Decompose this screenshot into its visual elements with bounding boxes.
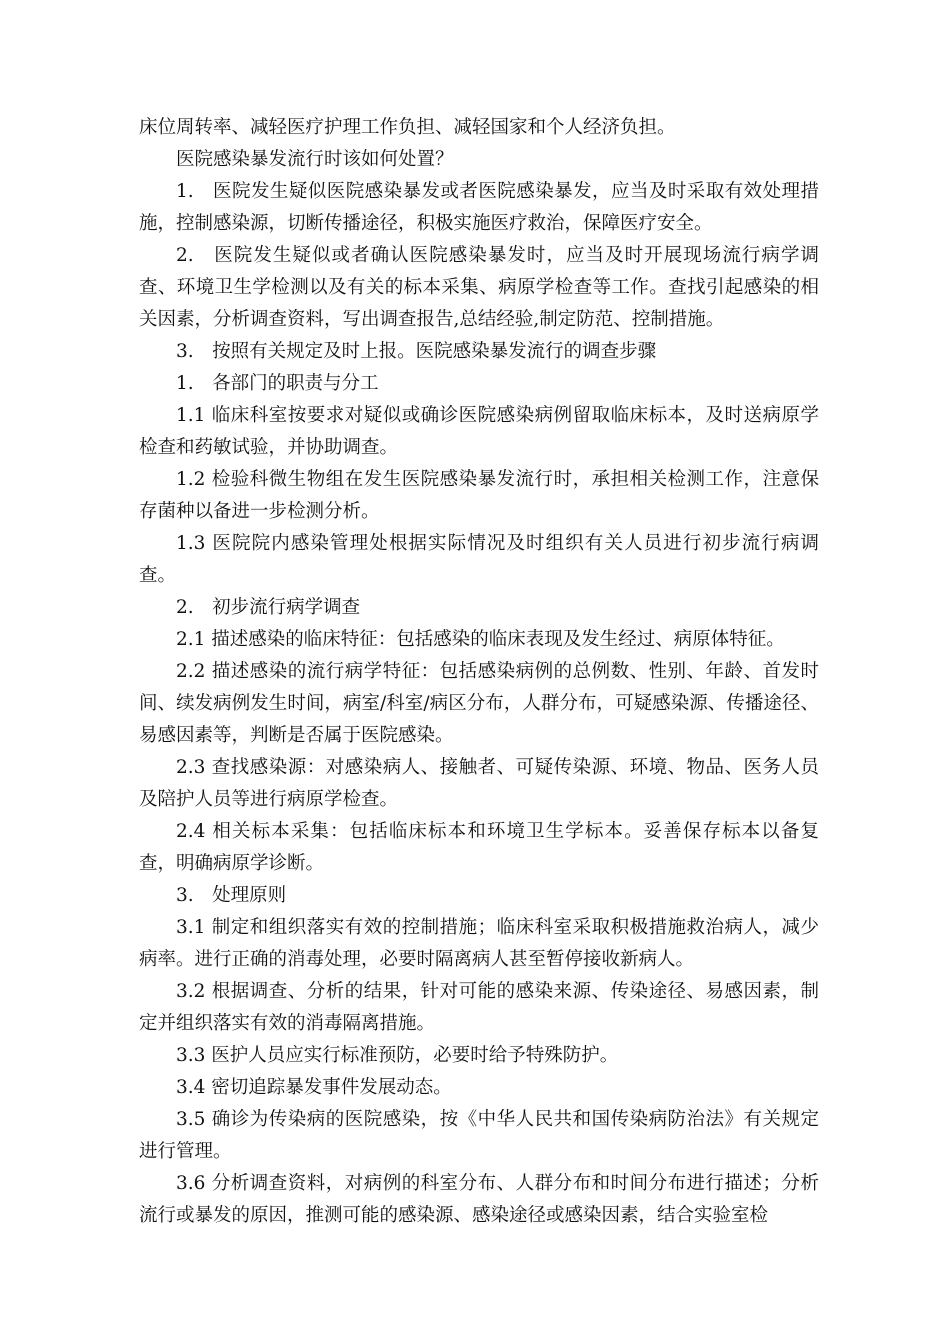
paragraph-9: 1.3 医院院内感染管理处根据实际情况及时组织有关人员进行初步流行病调查。: [139, 533, 819, 586]
paragraph-8: 1.2 检验科微生物组在发生医院感染暴发流行时，承担相关检测工作，注意保存菌种以备进一步检测分析。: [139, 469, 819, 522]
paragraph-15: 3. 处理原则: [176, 885, 287, 906]
paragraph-17: 3.2 根据调查、分析的结果，针对可能的感染来源、传染途径、易感因素，制定并组织落实有效的消毒隔离措施。: [139, 981, 819, 1034]
paragraph-11: 2.1 描述感染的临床特征：包括感染的临床表现及发生经过、病原体特征。: [176, 629, 785, 650]
paragraph-4: 2. 医院发生疑似或者确认医院感染暴发时，应当及时开展现场流行病学调查、环境卫生学检测以及有关的标本采集、病原学检查等工作。查找引起感染的相关因素，分析调查资料，写出调查报告,总结经验,制定防范、控制措施。: [139, 245, 819, 330]
paragraph-12: 2.2 描述感染的流行病学特征：包括感染病例的总例数、性别、年龄、首发时间、续发病例发生时间，病室/科室/病区分布，人群分布，可疑感染源、传播途径、易感因素等，判断是否属于医院感染。: [139, 661, 819, 746]
paragraph-19: 3.4 密切追踪暴发事件发展动态。: [176, 1077, 452, 1098]
document-body: [139, 112, 819, 1232]
paragraph-14: 2.4 相关标本采集：包括临床标本和环境卫生学标本。妥善保存标本以备复查，明确病原学诊断。: [139, 821, 819, 874]
paragraph-7: 1.1 临床科室按要求对疑似或确诊医院感染病例留取临床标本，及时送病原学检查和药敏试验，并协助调查。: [139, 405, 819, 458]
paragraph-20: 3.5 确诊为传染病的医院感染，按《中华人民共和国传染病防治法》有关规定进行管理。: [139, 1109, 819, 1162]
paragraph-21: 3.6 分析调查资料，对病例的科室分布、人群分布和时间分布进行描述；分析流行或暴发的原因，推测可能的感染源、感染途径或感染因素，结合实验室检: [139, 1173, 819, 1226]
paragraph-2: 医院感染暴发流行时该如何处置？: [176, 149, 454, 170]
paragraph-18: 3.3 医护人员应实行标准预防，必要时给予特殊防护。: [176, 1045, 619, 1066]
paragraph-16: 3.1 制定和组织落实有效的控制措施；临床科室采取积极措施救治病人，减少病率。进行正确的消毒处理，必要时隔离病人甚至暂停接收新病人。: [139, 917, 819, 970]
paragraph-1: 床位周转率、减轻医疗护理工作负担、减轻国家和个人经济负担。: [139, 117, 676, 138]
paragraph-3: 1. 医院发生疑似医院感染暴发或者医院感染暴发，应当及时采取有效处理措施，控制感染源，切断传播途径，积极实施医疗救治，保障医疗安全。: [139, 181, 819, 234]
paragraph-13: 2.3 查找感染源：对感染病人、接触者、可疑传染源、环境、物品、医务人员及陪护人员等进行病原学检查。: [139, 757, 819, 810]
paragraph-6: 1. 各部门的职责与分工: [176, 373, 379, 394]
paragraph-5: 3. 按照有关规定及时上报。医院感染暴发流行的调查步骤: [176, 341, 657, 362]
paragraph-10: 2. 初步流行病学调查: [176, 597, 361, 618]
